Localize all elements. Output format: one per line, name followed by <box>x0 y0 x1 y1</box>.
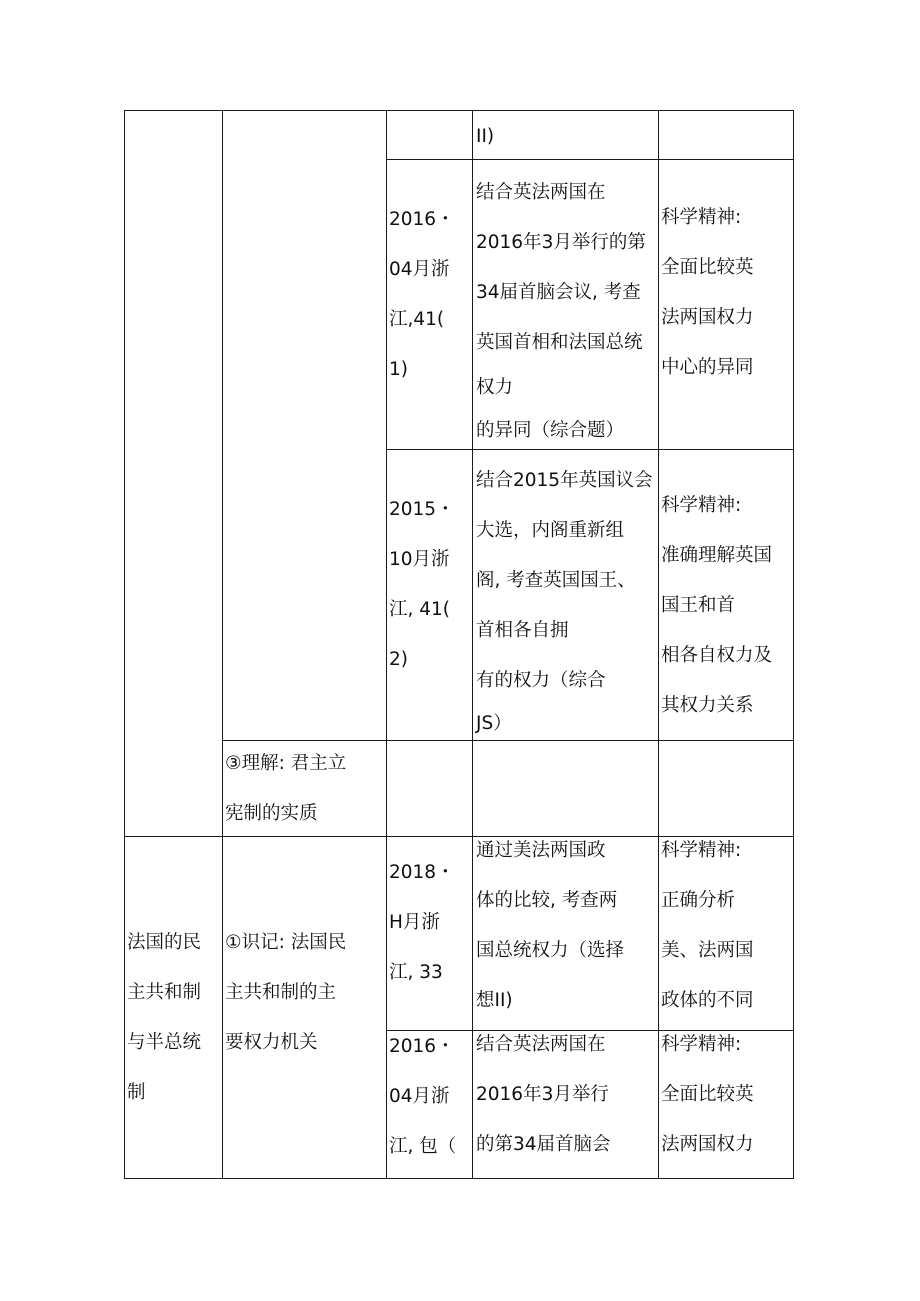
column-divider <box>222 110 223 1179</box>
row-divider <box>386 159 794 160</box>
cell-text: ③理解: 君主立 <box>225 753 347 774</box>
cell-text: 国总统权力（选择 <box>476 940 625 961</box>
cell-text: 中心的异同 <box>661 357 754 378</box>
table-left-border <box>124 110 125 1179</box>
cell-text: 江, 包（ <box>389 1136 457 1157</box>
literacy-cell <box>661 481 772 731</box>
table-bottom-border <box>124 1178 794 1179</box>
cell-text: 有的权力（综合 <box>476 670 606 691</box>
cell-text: 科学精神: <box>661 1034 742 1055</box>
cell-text: ①识记: 法国民 <box>225 932 347 953</box>
exam-cell <box>389 1022 456 1172</box>
requirement-cell <box>225 739 346 839</box>
cell-text: H月浙 <box>389 912 440 933</box>
description-cell <box>476 168 646 454</box>
column-divider <box>472 110 473 1179</box>
cell-text: 权力 <box>476 377 514 398</box>
cell-text: 的第34届首脑会 <box>476 1134 611 1155</box>
cell-text: 结合英法两国在 <box>476 182 606 203</box>
cell-text: 宪制的实质 <box>225 803 318 824</box>
cell-text: 江,41( <box>389 309 445 330</box>
table-right-border <box>793 110 794 1179</box>
cell-text: 国王和首 <box>661 595 736 616</box>
cell-text: JS） <box>476 713 512 734</box>
cell-text: 2016年3月举行的第 <box>476 232 646 253</box>
cell-text: 主共和制的主 <box>225 982 337 1003</box>
literacy-cell <box>661 826 754 1026</box>
literacy-cell <box>661 193 754 393</box>
topic-cell <box>127 918 201 1118</box>
cell-text: 通过美法两国政 <box>476 840 606 861</box>
cell-text: 其权力关系 <box>661 695 754 716</box>
cell-text: 大选，内阁重新组 <box>476 520 625 541</box>
cell-text: 34届首脑会议, 考查 <box>476 282 641 303</box>
cell-text: 江, 33 <box>389 962 443 983</box>
cell-text: 2) <box>389 649 408 670</box>
cell-text: 正确分析 <box>661 890 736 911</box>
cell-text: 主共和制 <box>127 982 202 1003</box>
cell-text: 准确理解英国 <box>661 545 773 566</box>
exam-cell <box>389 485 455 685</box>
cell-text: 结合2015年英国议会 <box>476 470 653 491</box>
description-cell <box>476 1020 611 1170</box>
cell-text: 科学精神: <box>661 840 742 861</box>
description-cell <box>476 112 494 162</box>
cell-text: 英国首相和法国总统 <box>476 332 643 353</box>
cell-text: 要权力机关 <box>225 1032 318 1053</box>
cell-text: 法两国权力 <box>661 307 754 328</box>
cell-text: 10月浙 <box>389 549 450 570</box>
cell-text: 2015・ <box>389 499 455 520</box>
description-cell <box>476 456 653 742</box>
description-cell <box>476 826 624 1026</box>
cell-text: 科学精神: <box>661 495 742 516</box>
cell-text: 科学精神: <box>661 207 742 228</box>
exam-cell <box>389 195 455 395</box>
column-divider <box>386 110 387 1179</box>
cell-text: 江, 41( <box>389 599 451 620</box>
cell-text: 美、法两国 <box>661 940 754 961</box>
cell-text: 阁, 考查英国国王、 <box>476 570 636 591</box>
cell-text: 结合英法两国在 <box>476 1034 606 1055</box>
cell-text: 法两国权力 <box>661 1134 754 1155</box>
cell-text: 与半总统 <box>127 1032 202 1053</box>
cell-text: 制 <box>127 1082 146 1103</box>
cell-text: 04月浙 <box>389 1086 450 1107</box>
cell-text: 首相各自拥 <box>476 620 569 641</box>
cell-text: 04月浙 <box>389 259 450 280</box>
cell-text: 相各自权力及 <box>661 645 773 666</box>
cell-text: 的异同（综合题） <box>476 420 625 441</box>
cell-text: 2016年3月举行 <box>476 1084 609 1105</box>
cell-text: 2018・ <box>389 862 455 883</box>
cell-text: 2016・ <box>389 209 455 230</box>
requirement-cell <box>225 918 346 1068</box>
cell-text: 政体的不同 <box>661 990 754 1011</box>
cell-text: 全面比较英 <box>661 1084 754 1105</box>
cell-text: II) <box>476 126 495 147</box>
cell-text: 全面比较英 <box>661 257 754 278</box>
exam-cell <box>389 848 455 998</box>
literacy-cell <box>661 1020 754 1170</box>
cell-text: 法国的民 <box>127 932 202 953</box>
cell-text: 体的比较, 考查两 <box>476 890 618 911</box>
table-top-border <box>124 110 794 111</box>
cell-text: 1) <box>389 359 408 380</box>
cell-text: 想II) <box>476 990 513 1011</box>
cell-text: 2016・ <box>389 1036 455 1057</box>
column-divider <box>658 110 659 1179</box>
